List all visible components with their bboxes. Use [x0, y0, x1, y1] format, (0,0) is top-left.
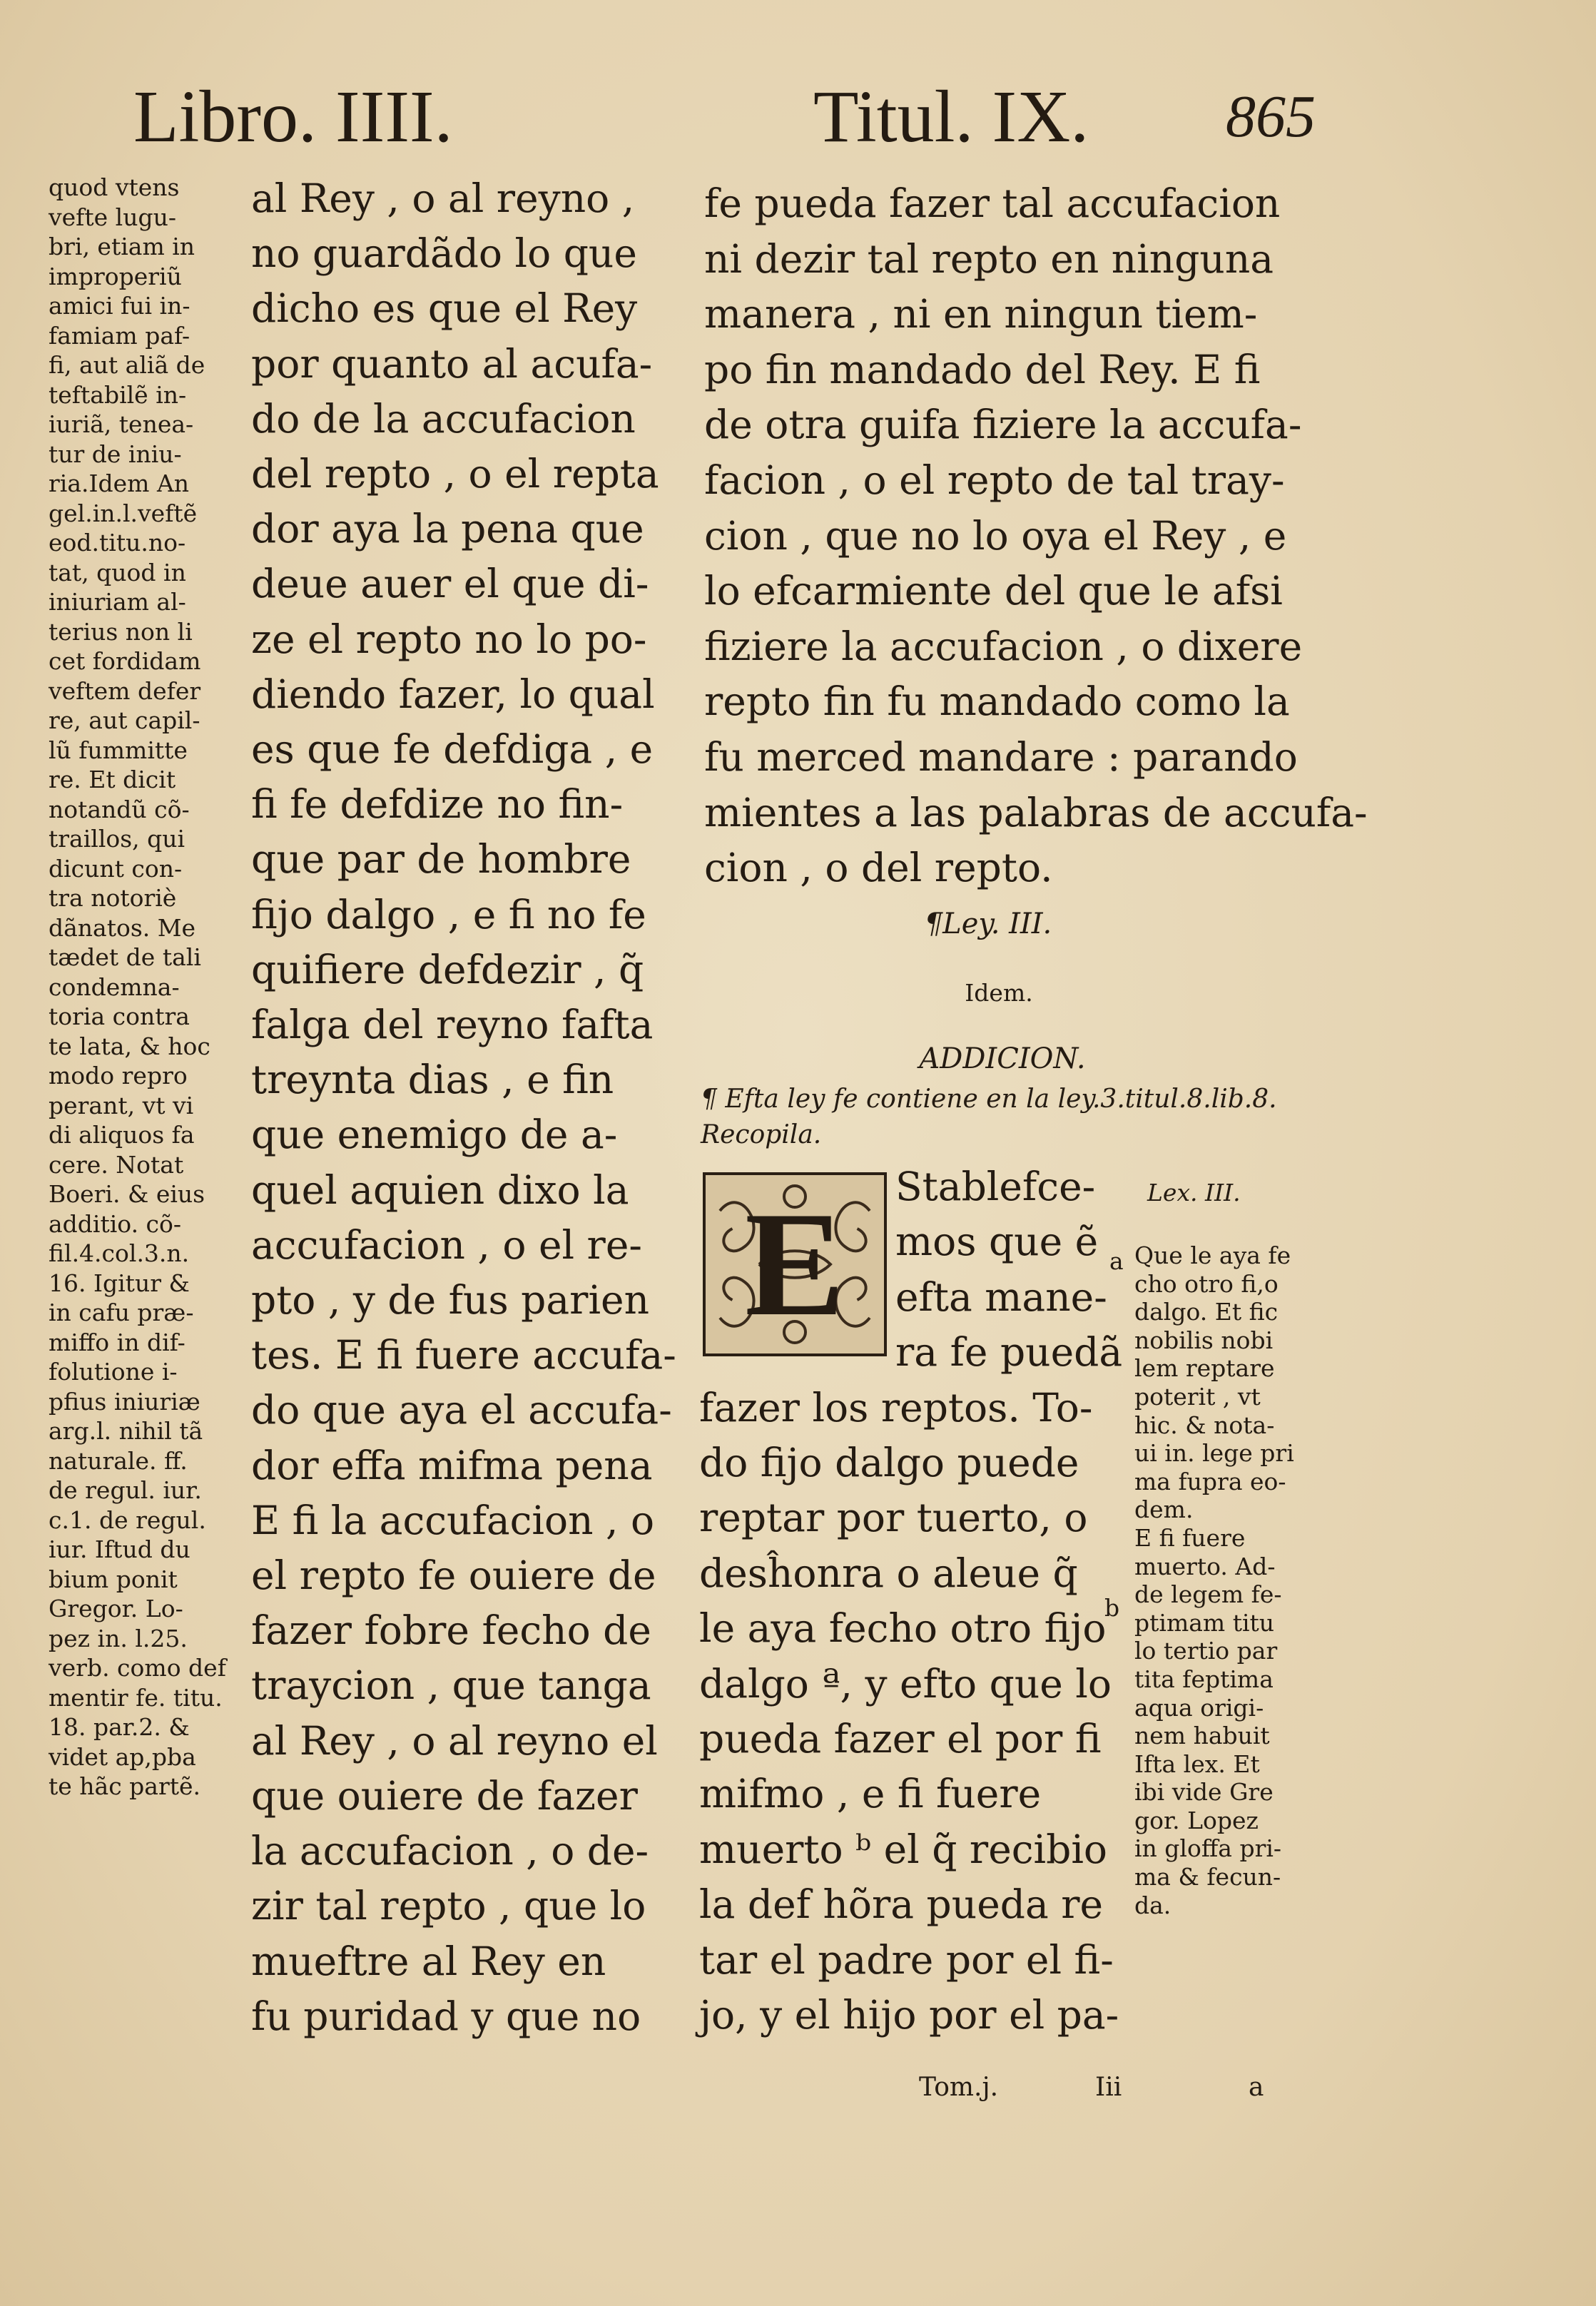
gloss-line: Gregor. Lo-: [49, 1595, 183, 1622]
gloss-line: hic. & nota-: [1134, 1411, 1275, 1439]
text-line: por quanto al acufa-: [251, 340, 653, 387]
gloss-line: muerto. Ad-: [1134, 1552, 1276, 1580]
gloss-line: arg.l. nihil tã: [49, 1417, 203, 1445]
text-line: la accufacion , o de-: [251, 1828, 649, 1874]
gloss-line: iur. Iftud du: [49, 1535, 190, 1563]
gloss-line: condemna-: [49, 972, 180, 1001]
gloss-line: tur de iniu-: [49, 440, 182, 468]
ley-heading: ¶Ley. III.: [924, 908, 1052, 940]
gloss-line: famiam paf-: [49, 321, 190, 350]
footer-tom: Tom.j.: [919, 2073, 999, 2102]
text-line: pueda fazer el por fi: [699, 1716, 1102, 1762]
gloss-line: ptimam titu: [1134, 1608, 1275, 1637]
text-line: tes. E fi fuere accufa-: [251, 1332, 676, 1378]
gloss-line: ibi vide Gre: [1134, 1778, 1274, 1807]
drop-cap-letter: E: [744, 1181, 845, 1347]
marginal-gloss-left: [49, 173, 226, 1802]
text-line: traycion , que tanga: [251, 1662, 651, 1709]
gloss-line: da.: [1134, 1891, 1171, 1919]
text-line: jo, y el hijo por el pa-: [699, 1992, 1119, 2038]
text-line: ni dezir tal repto en ninguna: [704, 235, 1274, 282]
text-line: accufacion , o el re-: [251, 1221, 642, 1268]
idem-label: Idem.: [965, 979, 1033, 1007]
gloss-line: nobilis nobi: [1134, 1326, 1274, 1354]
text-line: ze el repto no lo po-: [251, 616, 647, 662]
gloss-line: amici fui in-: [49, 292, 190, 320]
text-line: efta mane-: [895, 1274, 1107, 1320]
text-line: zir tal repto , que lo: [251, 1883, 646, 1929]
gloss-line: dãnatos. Me: [49, 913, 196, 942]
gloss-line: re. Et dicit: [49, 766, 176, 793]
gloss-line: lem reptare: [1134, 1354, 1275, 1383]
gloss-line: miffo in dif-: [49, 1328, 185, 1356]
gloss-line: nem habuit: [1134, 1722, 1270, 1750]
page-number: 865: [1226, 83, 1316, 150]
gloss-line: iniuriam al-: [49, 588, 186, 616]
gloss-line: te hãc partẽ.: [49, 1772, 201, 1800]
text-line: repto fin fu mandado como la: [704, 679, 1290, 725]
text-line: muerto ᵇ el q̃ recibio: [699, 1826, 1108, 1872]
text-line: facion , o el repto de tal tray-: [704, 457, 1285, 503]
gloss-line: te lata, & hoc: [49, 1032, 210, 1060]
text-line: treynta dias , e fin: [251, 1057, 614, 1103]
text-line: desĥonra o aleue q̃: [699, 1550, 1078, 1596]
text-column-2: [704, 176, 1368, 896]
text-line: quifiere defdezir , q̃: [251, 946, 644, 992]
gloss-line: pez in. l.25.: [49, 1624, 188, 1652]
text-line: mifmo , e fi fuere: [699, 1771, 1042, 1817]
gloss-line: tat, quod in: [49, 558, 186, 586]
gloss-line: Ifta lex. Et: [1134, 1749, 1260, 1778]
gloss-line: gor. Lopez: [1134, 1806, 1259, 1834]
gloss-line: gel.in.l.veftẽ: [49, 499, 198, 527]
text-line: fazer los reptos. To-: [699, 1384, 1093, 1431]
text-line: no guardãdo lo que: [251, 230, 637, 277]
gloss-line: eod.titu.no-: [49, 529, 186, 557]
gloss-line: folutione i-: [49, 1358, 178, 1386]
text-line: del repto , o el repta: [251, 451, 659, 497]
gloss-line: dicunt con-: [49, 854, 183, 883]
text-line: mueftre al Rey en: [251, 1938, 606, 1984]
gloss-line: dem.: [1134, 1495, 1194, 1524]
footer-signature: Iii: [1095, 2073, 1122, 2102]
text-line: cion , o del repto.: [704, 845, 1053, 891]
text-line: E fi la accufacion , o: [251, 1497, 655, 1543]
gloss-line: veftem defer: [49, 676, 201, 705]
gloss-line: tra notoriè: [49, 884, 177, 912]
running-head-book: Libro. IIII.: [133, 76, 453, 158]
text-line: Stablefce-: [895, 1164, 1096, 1209]
text-line: al Rey , o al reyno ,: [251, 176, 635, 221]
text-column-1: [251, 171, 676, 2044]
addicion-title: ADDICION.: [919, 1042, 1086, 1075]
gloss-line: bium ponit: [49, 1565, 178, 1593]
text-line: ra fe puedã: [895, 1329, 1123, 1376]
text-line: le aya fecho otro fijo: [699, 1605, 1107, 1652]
text-line: po fin mandado del Rey. E fi: [704, 346, 1261, 392]
text-column-3: [699, 1159, 1123, 2043]
text-line: fazer fobre fecho de: [251, 1607, 651, 1654]
gloss-line: traillos, qui: [49, 825, 185, 853]
gloss-line: fil.4.col.3.n.: [49, 1239, 190, 1267]
gloss-line: E fi fuere: [1134, 1523, 1246, 1552]
gloss-line: lũ fummitte: [49, 736, 188, 764]
footer-signature-letter: a: [1249, 2073, 1264, 2102]
text-line: falga del reyno fafta: [251, 1002, 654, 1048]
text-line: que enemigo de a-: [251, 1112, 618, 1158]
text-line: fijo dalgo , e fi no fe: [251, 891, 646, 938]
gloss-line: iuriã, tenea-: [49, 410, 194, 438]
text-line: do que aya el accufa-: [251, 1387, 672, 1433]
gloss-line: notandũ cõ-: [49, 795, 190, 823]
text-line: do de la accufacion: [251, 395, 636, 442]
gloss-line: di aliquos fa: [49, 1121, 195, 1149]
text-line: fu puridad y que no: [251, 1993, 641, 2039]
gloss-marker-a: a: [1109, 1247, 1124, 1275]
gloss-line: teftabilẽ in-: [49, 380, 187, 409]
text-line: mientes a las palabras de accufa-: [704, 789, 1368, 835]
text-line: de otra guifa fiziere la accufa-: [704, 402, 1302, 448]
text-line: al Rey , o al reyno el: [251, 1717, 658, 1764]
gloss-line: tita feptima: [1134, 1665, 1274, 1693]
text-line: fu merced mandare : parando: [704, 733, 1298, 780]
text-line: deue auer el que di-: [251, 561, 649, 607]
gloss-line: ma & fecun-: [1134, 1863, 1281, 1891]
text-line: fi fe defdize no fin-: [251, 781, 624, 828]
gloss-line: perant, vt vi: [49, 1091, 194, 1119]
text-line: pto , y de fus parien: [251, 1277, 650, 1324]
text-line: que par de hombre: [251, 836, 631, 883]
marginal-gloss-right: [1134, 1241, 1320, 1919]
text-line: dor aya la pena que: [251, 506, 644, 552]
gloss-line: quod vtens: [49, 173, 180, 201]
text-line: mos que ẽ: [895, 1219, 1099, 1265]
text-line: lo efcarmiente del que le afsi: [704, 568, 1283, 614]
gloss-line: toria contra: [49, 1002, 190, 1030]
gloss-line: Que le aya fe: [1134, 1241, 1291, 1269]
gloss-line: bri, etiam in: [49, 233, 195, 260]
gloss-line: dalgo. Et fic: [1134, 1298, 1279, 1326]
gloss-line: aqua origi-: [1134, 1693, 1264, 1722]
gloss-line: Boeri. & eius: [49, 1180, 205, 1208]
gloss-line: naturale. ff.: [49, 1446, 188, 1475]
text-line: la def hõra pueda re: [699, 1881, 1104, 1928]
gloss-line: c.1. de regul.: [49, 1505, 206, 1534]
gloss-line: modo repro: [49, 1062, 188, 1089]
text-line: dor effa mifma pena: [251, 1442, 653, 1488]
gloss-line: verb. como def: [49, 1654, 226, 1682]
text-line: tar el padre por el fi-: [699, 1936, 1114, 1983]
gloss-line: videt ap,pba: [49, 1742, 196, 1771]
gloss-line: 16. Igitur &: [49, 1269, 190, 1297]
text-line: cion , que no lo oya el Rey , e: [704, 512, 1287, 559]
text-line: diendo fazer, lo qual: [251, 671, 655, 717]
gloss-heading-lex: Lex. III.: [1147, 1179, 1241, 1207]
gloss-line: fi, aut aliã de: [49, 351, 205, 379]
running-head-title: Titul. IX.: [813, 76, 1089, 158]
gloss-line: poterit , vt: [1134, 1382, 1261, 1411]
text-line: el repto fe ouiere de: [251, 1553, 656, 1599]
text-line: quel aquien dixo la: [251, 1167, 629, 1213]
gloss-line: terius non li: [49, 617, 193, 646]
gloss-line: pfius iniuriæ: [49, 1387, 200, 1416]
text-line: fiziere la accufacion , o dixere: [704, 623, 1303, 669]
gloss-line: re, aut capil-: [49, 706, 200, 734]
gloss-line: ria.Idem An: [49, 469, 190, 497]
text-line: dicho es que el Rey: [251, 285, 638, 332]
text-line: es que fe defdiga , e: [251, 726, 654, 773]
text-line: reptar por tuerto, o: [699, 1495, 1088, 1541]
gloss-line: de regul. iur.: [49, 1476, 202, 1504]
gloss-line: ui in. lege pri: [1134, 1439, 1294, 1468]
gloss-line: lo tertio par: [1134, 1637, 1278, 1665]
addicion-text-line-1: ¶ Efta ley fe contiene en la ley.3.titul.8.lib.8.: [701, 1085, 1277, 1114]
gloss-line: additio. cõ-: [49, 1209, 182, 1238]
gloss-line: ma fupra eo-: [1134, 1467, 1286, 1495]
gloss-line: vefte lugu-: [49, 203, 177, 231]
text-line: manera , ni en ningun tiem-: [704, 291, 1258, 337]
gloss-line: 18. par.2. &: [49, 1713, 190, 1741]
gloss-line: in cafu præ-: [49, 1299, 194, 1326]
text-line: que ouiere de fazer: [251, 1772, 638, 1819]
gloss-line: mentir fe. titu.: [49, 1683, 223, 1712]
addicion-text-line-2: Recopila.: [701, 1120, 822, 1149]
gloss-line: improperiũ: [49, 262, 182, 290]
text-line: fe pueda fazer tal accufacion: [704, 181, 1281, 226]
text-line: do fijo dalgo puede: [699, 1440, 1079, 1486]
gloss-line: tædet de tali: [49, 943, 201, 971]
gloss-line: de legem fe-: [1134, 1580, 1282, 1609]
gloss-line: cet fordidam: [49, 647, 201, 675]
gloss-marker-b: b: [1104, 1594, 1120, 1622]
text-line: dalgo ª, y efto que lo: [699, 1660, 1112, 1707]
gloss-line: in gloffa pri-: [1134, 1834, 1282, 1863]
gloss-line: cere. Notat: [49, 1150, 184, 1179]
gloss-line: cho otro fi,o: [1134, 1269, 1279, 1298]
